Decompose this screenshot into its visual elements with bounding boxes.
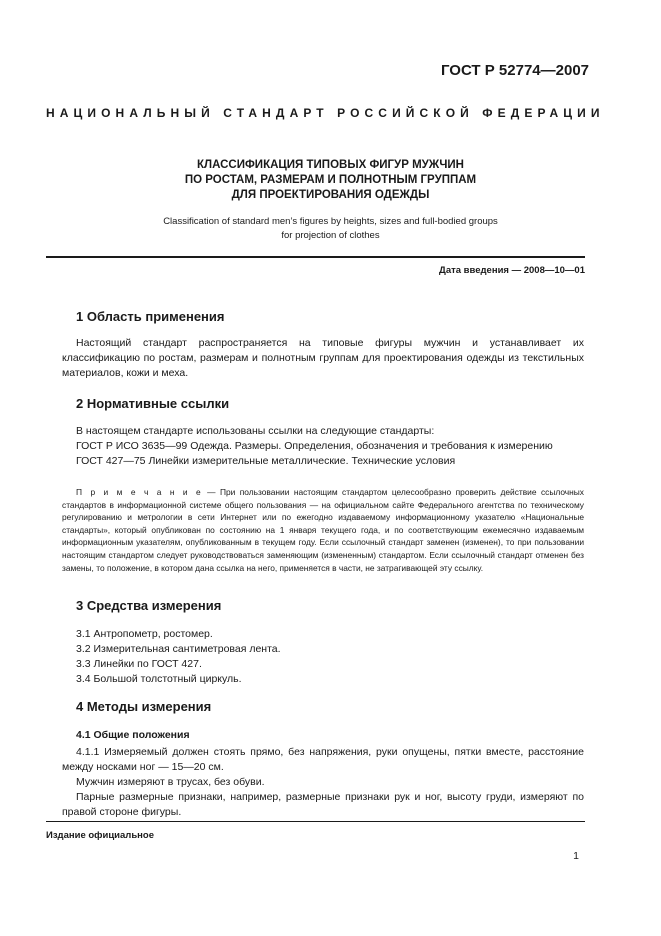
list-item: 3.4 Большой толстотный циркуль.: [76, 673, 242, 685]
note-label: П р и м е ч а н и е: [76, 487, 203, 497]
footer-divider: [46, 821, 585, 822]
section-2-intro: В настоящем стандарте использованы ссылки на следующие стандарты:: [76, 425, 435, 437]
english-title-line: Classification of standard men’s figures by heights, sizes and full-bodied groups: [163, 216, 498, 227]
official-edition-label: Издание официальное: [46, 830, 154, 841]
list-item: 3.3 Линейки по ГОСТ 427.: [76, 658, 202, 670]
document-number: ГОСТ Р 52774—2007: [440, 62, 589, 79]
english-title: [0, 215, 661, 243]
section-4-heading: 4 Методы измерения: [76, 699, 212, 714]
title-divider: [46, 256, 585, 258]
section-4-body: [62, 745, 584, 820]
reference-gost-r-iso-3635: ГОСТ Р ИСО 3635—99 Одежда. Размеры. Определения, обозначения и требования к измерению: [76, 440, 553, 452]
section-3-heading: 3 Средства измерения: [76, 598, 222, 613]
section-2-heading: 2 Нормативные ссылки: [76, 396, 230, 411]
title-line: КЛАССИФИКАЦИЯ ТИПОВЫХ ФИГУР МУЖЧИН: [197, 159, 464, 171]
list-item: 3.1 Антропометр, ростомер.: [76, 628, 213, 640]
paragraph-4-1-1: 4.1.1 Измеряемый должен стоять прямо, без напряжения, руки опущены, пятки вместе, расстояние между носками ног — 15—20 см.: [62, 746, 584, 773]
english-title-line: for projection of clothes: [281, 230, 380, 241]
section-1-body: [62, 336, 584, 381]
page-number: 1: [573, 850, 579, 862]
title-line: ДЛЯ ПРОЕКТИРОВАНИЯ ОДЕЖДЫ: [231, 189, 430, 201]
paragraph-clothing: Мужчин измеряют в трусах, без обуви.: [76, 776, 265, 788]
list-item: 3.2 Измерительная сантиметровая лента.: [76, 643, 281, 655]
reference-gost-427: ГОСТ 427—75 Линейки измерительные металлические. Технические условия: [76, 455, 456, 467]
section-2-body: [62, 424, 584, 469]
paragraph-paired-features: Парные размерные признаки, например, размерные признаки рук и ног, высоту груди, измеряют по правой стороне фигуры.: [62, 791, 584, 818]
title-line: ПО РОСТАМ, РАЗМЕРАМ И ПОЛНОТНЫМ ГРУППАМ: [184, 174, 477, 186]
national-standard-banner: НАЦИОНАЛЬНЫЙ СТАНДАРТ РОССИЙСКОЙ ФЕДЕРАЦИИ: [46, 106, 605, 120]
document-title: [0, 158, 661, 203]
introduction-date: Дата введения — 2008—10—01: [439, 265, 585, 276]
subsection-4-1-heading: 4.1 Общие положения: [76, 729, 190, 741]
section-1-heading: 1 Область применения: [76, 309, 225, 324]
note-paragraph: [62, 486, 584, 574]
note-text: — При пользовании настоящим стандартом целесообразно проверить действие ссылочных стандартов в информационной системе общего пользования — на официальном сайте Федерального агентства по техническому регулированию и метрологии в сети Интернет или по ежегодно издаваемому информационному указателю «Национальные стандарты», который опубликован по состоянию на 1 января текущего года, и по соответствующим ежемесячно издаваемым информационным указателям, опубликованным в текущем году. Если ссылочный стандарт заменен (изменен), то при пользовании настоящим стандартом следует руководствоваться заменяющим (измененным) стандартом. Если ссылочный стандарт отменен без замены, то положение, в котором дана ссылка на него, применяется в части, не затрагивающей эту ссылку.: [62, 487, 584, 573]
section-1-paragraph: Настоящий стандарт распространяется на типовые фигуры мужчин и устанавливает их классификацию по ростам, размерам и полнотным группам для проектирования одежды из текстильных материалов, кожи и меха.: [62, 337, 584, 379]
section-2-note: [62, 486, 584, 574]
